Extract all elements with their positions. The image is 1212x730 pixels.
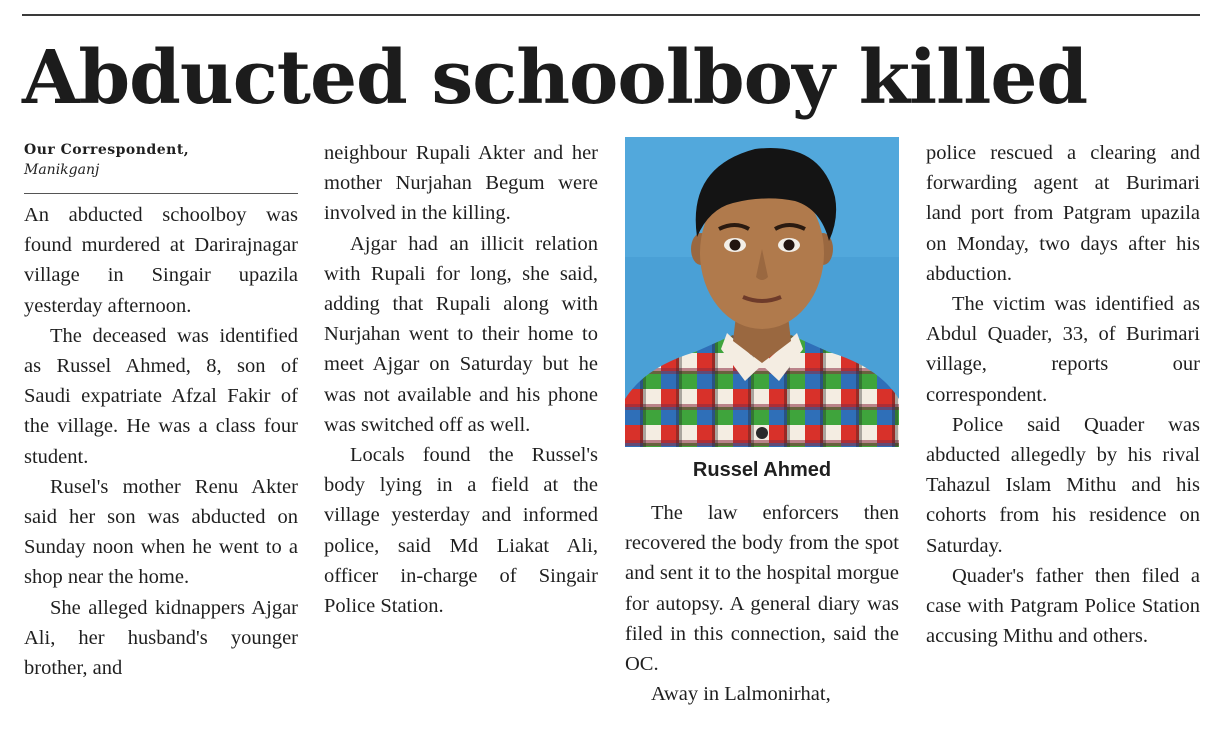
article-column-1: [24, 200, 298, 730]
paragraph: Rusel's mother Renu Akter said her son was abducted on Sunday noon when he went to a shop near the home.: [24, 475, 298, 589]
paragraph: An abducted schoolboy was found murdered at Darirajnagar village in Singair upazila yesterday afternoon.: [24, 204, 298, 317]
byline-dateline: Manikganj: [24, 162, 100, 178]
byline: [24, 140, 298, 180]
paragraph: Police said Quader was abducted allegedly by his rival Tahazul Islam Mithu and his cohorts from his residence on Saturday.: [926, 413, 1200, 557]
paragraph: neighbour Rupali Akter and her mother Nurjahan Begum were involved in the killing.: [324, 142, 598, 225]
paragraph: The victim was identified as Abdul Quader, 33, of Burimari village, reports our correspondent.: [926, 293, 1200, 406]
headline: Abducted schoolboy killed: [22, 35, 1088, 121]
victim-photo: [625, 137, 899, 447]
article-column-3: [625, 498, 899, 730]
top-rule: [22, 14, 1200, 16]
article-column-2: [324, 138, 598, 730]
paragraph: Ajgar had an illicit relation with Rupali for long, she said, adding that Rupali along with Nurjahan went to their home to meet Ajgar on Saturday but he was not available and his phone was switched off as well.: [324, 232, 598, 436]
paragraph: She alleged kidnappers Ajgar Ali, her husband's younger brother, and: [24, 596, 298, 680]
article-column-4: [926, 138, 1200, 730]
paragraph: police rescued a clearing and forwarding agent at Burimari land port from Patgram upazila on Monday, two days after his abduction.: [926, 142, 1200, 285]
paragraph: Quader's father then filed a case with Patgram Police Station accusing Mithu and others.: [926, 564, 1200, 648]
byline-rule: [24, 193, 298, 194]
photo-caption: Russel Ahmed: [692, 459, 832, 481]
paragraph: Locals found the Russel's body lying in a field at the village yesterday and informed police, said Md Liakat Ali, officer in-charge of Singair Police Station.: [324, 444, 598, 618]
byline-correspondent: Our Correspondent,: [24, 142, 190, 158]
paragraph: Away in Lalmonirhat,: [651, 683, 831, 706]
paragraph: The deceased was identified as Russel Ahmed, 8, son of Saudi expatriate Afzal Fakir of the village. He was a class four student.: [24, 324, 298, 468]
paragraph: The law enforcers then recovered the body from the spot and sent it to the hospital morgue for autopsy. A general diary was filed in this connection, said the OC.: [625, 502, 899, 676]
